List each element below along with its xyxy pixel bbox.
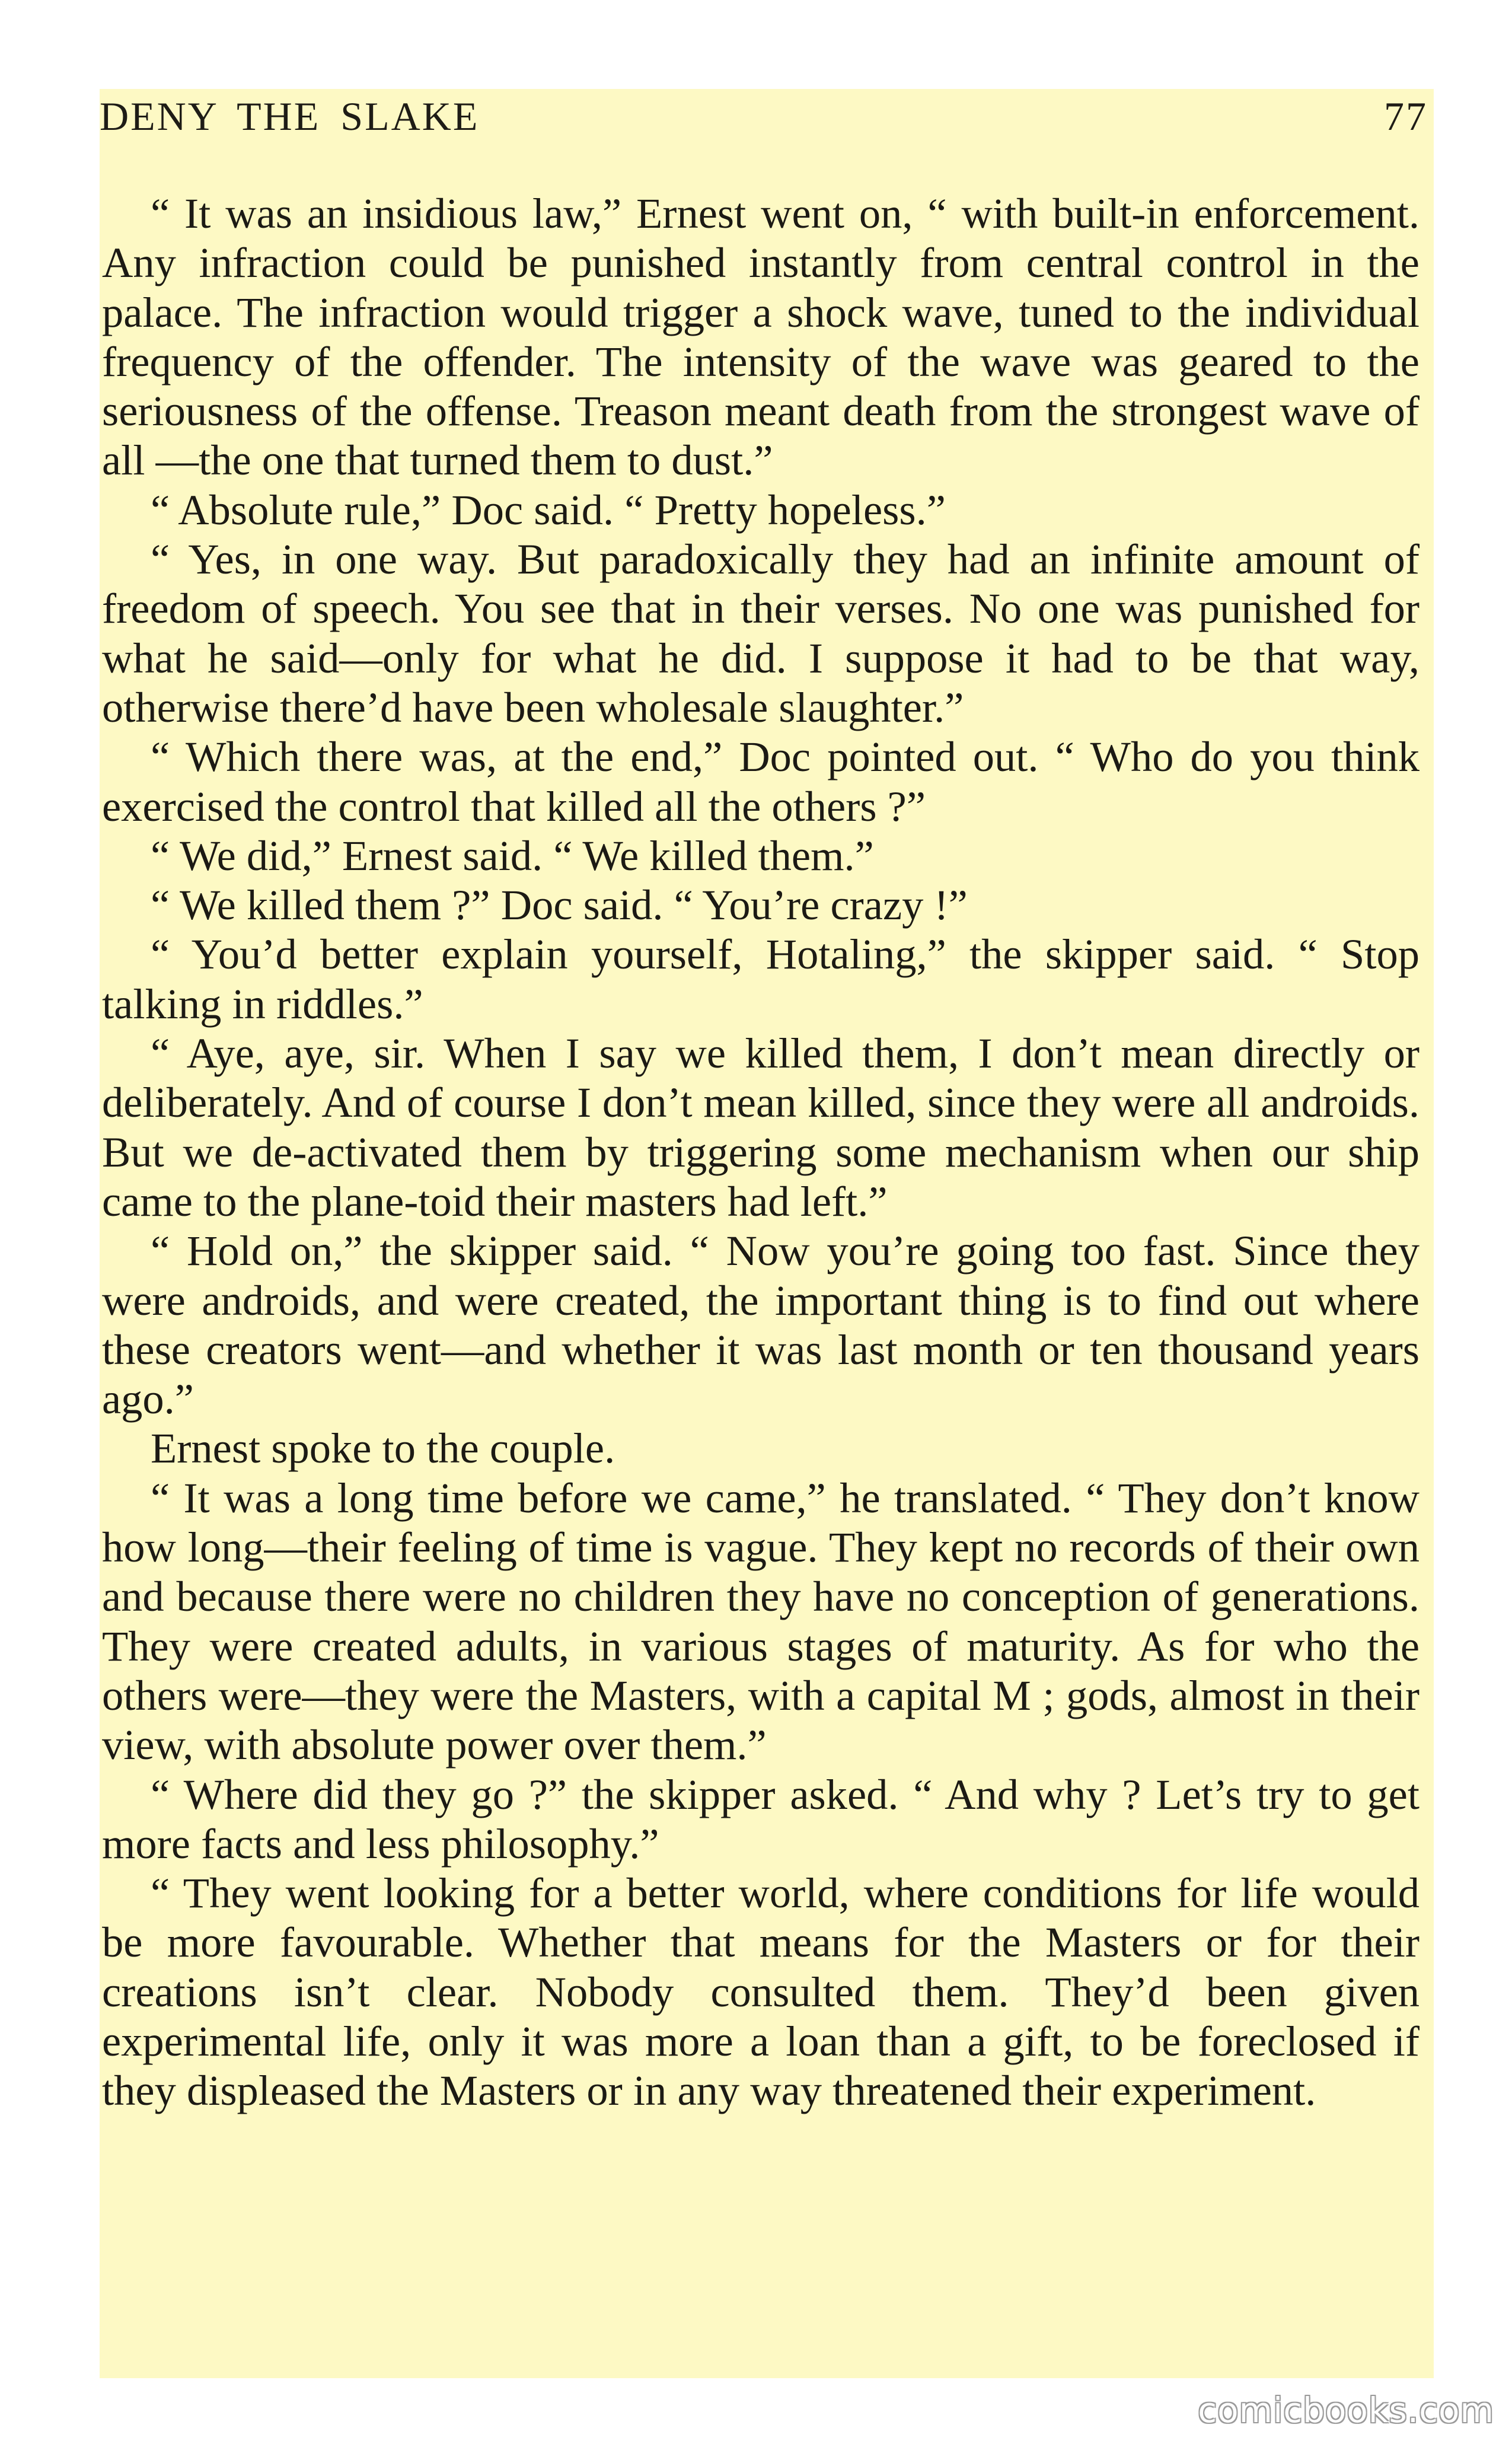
paragraph: Ernest spoke to the couple. — [151, 1424, 615, 1473]
paragraph: “ We did,” Ernest said. “ We killed them.” — [151, 831, 874, 880]
body-text — [102, 189, 1420, 2115]
paragraph: “ It was a long time before we came,” he translated. “ They don’t know how long—their feeling of time is vague. They kept no records of their own and because there were no children they have no conception of generations. They were created adults, in various stages of maturity. As for who the others were—they were the Masters, with a capital M ; gods, almost in their view, with absolute power over them.” — [102, 1473, 1420, 1769]
running-head — [100, 89, 1428, 144]
running-title: DENY THE SLAKE — [100, 93, 480, 139]
paragraph: “ It was an insidious law,” Ernest went on, “ with built-in enforcement. Any infraction could be punished instantly from central control in the palace. The infraction would trigger a shock wave, tuned to the individual frequency of the offender. The intensity of the wave was geared to the seriousness of the offense. Treason meant death from the strongest wave of all —the one that turned them to dust.” — [102, 189, 1420, 485]
page-number: 77 — [1384, 93, 1428, 139]
paragraph: “ Yes, in one way. But paradoxically they had an infinite amount of freedom of speech. You see that in their verses. No one was punished for what he said—only for what he did. I suppose it had to be that way, otherwise there’d have been wholesale slaughter.” — [102, 535, 1420, 731]
paragraph: “ They went looking for a better world, where conditions for life would be more favourable. Whether that means for the Masters or for their creations isn’t clear. Nobody consulted them. They’d been given experimental life, only it was more a loan than a gift, to be foreclosed if they displeased the Masters or in any way threatened their experiment. — [102, 1869, 1420, 2115]
paragraph: “ We killed them ?” Doc said. “ You’re crazy !” — [151, 881, 968, 929]
watermark-logo: comicbooks.com — [1198, 2390, 1494, 2430]
paragraph: “ Hold on,” the skipper said. “ Now you’re going too fast. Since they were androids, and were created, the important thing is to find out where these creators went—and whether it was last month or ten thousand years ago.” — [102, 1226, 1420, 1423]
paragraph: “ Which there was, at the end,” Doc pointed out. “ Who do you think exercised the control that killed all the others ?” — [102, 732, 1420, 830]
paragraph: “ You’d better explain yourself, Hotaling,” the skipper said. “ Stop talking in riddles.” — [102, 930, 1420, 1028]
paragraph: “ Where did they go ?” the skipper asked. “ And why ? Let’s try to get more facts and less philosophy.” — [102, 1770, 1420, 1868]
paragraph: “ Absolute rule,” Doc said. “ Pretty hopeless.” — [151, 485, 946, 534]
paragraph: “ Aye, aye, sir. When I say we killed them, I don’t mean directly or deliberately. And of course I don’t mean killed, since they were all androids. But we de-activated them by triggering some mechanism when our ship came to the plane-toid their masters had left.” — [102, 1029, 1420, 1225]
